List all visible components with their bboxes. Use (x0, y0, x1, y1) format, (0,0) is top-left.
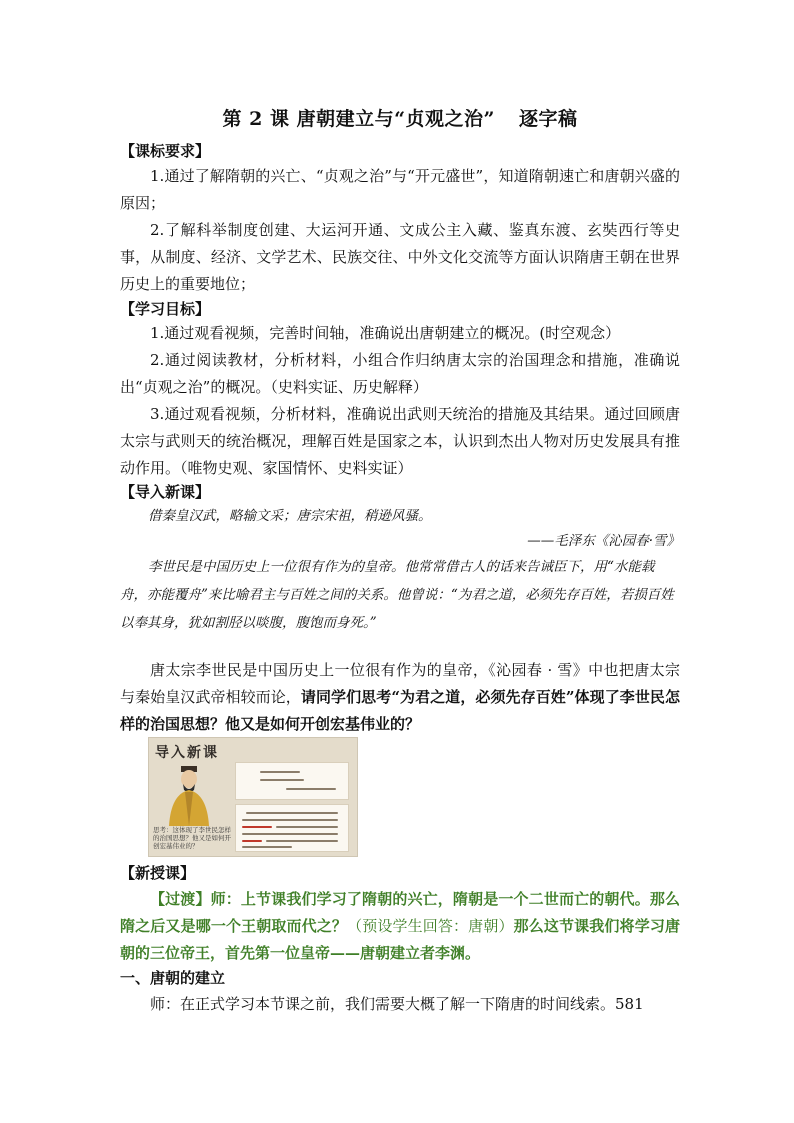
goal-1: 1.通过观看视频，完善时间轴，准确说出唐朝建立的概况。(时空观念） (150, 324, 621, 342)
intro-normal: 唐太宗李世民是中国历史上一位很有作为的皇帝，《沁园春 · 雪》中也把唐太宗与秦始皇汉武帝相较而论， (120, 661, 680, 706)
title-suffix: 逐字稿 (518, 108, 578, 130)
transition-tail: 那么这节课我们将学习唐朝的三位帝王，首先第一位皇帝——唐朝建立者李渊。 (120, 917, 680, 962)
section-standards-heading: 【课标要求】 (120, 142, 211, 160)
goal-3: 3.通过观看视频，分析材料，准确说出武则天统治的措施及其结果。通过回顾唐太宗与武则天的统治概况，理解百姓是国家之本，认识到杰出人物对历史发展具有推动作用。（唯物史观、家国情怀、史料实证） (120, 405, 680, 477)
goal-2: 2.通过阅读教材，分析材料，小组合作归纳唐太宗的治国理念和措施，准确说出“贞观之治”的概况。（史料实证、历史解释） (120, 351, 680, 396)
intro-paragraph (120, 657, 680, 738)
poem-source: ——毛泽东《沁园春·雪》 (527, 533, 680, 549)
emperor-portrait-icon (161, 764, 217, 826)
poem-line: 借秦皇汉武，略输文采；唐宗宋祖，稍逊风骚。 (148, 508, 432, 524)
poem-quote: 李世民是中国历史上一位很有作为的皇帝。他常常借古人的话来告诫臣下，用“水能载舟，亦能覆舟”来比喻君主与百姓之间的关系。他曾说：“为君之道，必须先存百姓，若损百姓以奉其身，犹如割胫以啖腹，腹饱而身死。” (120, 559, 674, 631)
section-intro-heading: 【导入新课】 (120, 483, 211, 501)
title-main: 第 2 课 唐朝建立与“贞观之治” (222, 108, 495, 130)
intro-slide-image (148, 737, 358, 857)
standard-1: 1.通过了解隋朝的兴亡、“贞观之治”与“开元盛世”，知道隋朝速亡和唐朝兴盛的原因； (120, 167, 680, 212)
part1-heading: 一、唐朝的建立 (120, 969, 226, 987)
section-goals-heading: 【学习目标】 (120, 300, 211, 318)
figure-title: 导入新课 (155, 745, 219, 761)
transition-paragraph (120, 886, 680, 967)
page-title (120, 104, 680, 131)
section-new-lesson-heading: 【新授课】 (120, 864, 196, 882)
quote-card (235, 804, 349, 852)
transition-text: 【过渡】师：上节课我们学习了隋朝的兴亡，隋朝是一个二世而亡的朝代。那么隋之后又是哪一个王朝取而代之？ (120, 890, 680, 935)
intro-bold-question: 请同学们思考“为君之道，必须先存百姓”体现了李世民怎样的治国思想？他又是如何开创宏基伟业的？ (120, 688, 680, 733)
part1-paragraph: 师：在正式学习本节课之前，我们需要大概了解一下隋唐的时间线索。581 (150, 995, 644, 1013)
figure-think-text: 思考：这体现了李世民怎样的治国思想？他又是如何开创宏基伟业的？ (153, 826, 231, 850)
standard-2: 2.了解科举制度创建、大运河开通、文成公主入藏、鉴真东渡、玄奘西行等史事，从制度、经济、文学艺术、民族交往、中外文化交流等方面认识隋唐王朝在世界历史上的重要地位； (120, 221, 680, 293)
poem-card (235, 762, 349, 800)
transition-preset-answer: （预设学生回答：唐朝） (347, 917, 514, 935)
